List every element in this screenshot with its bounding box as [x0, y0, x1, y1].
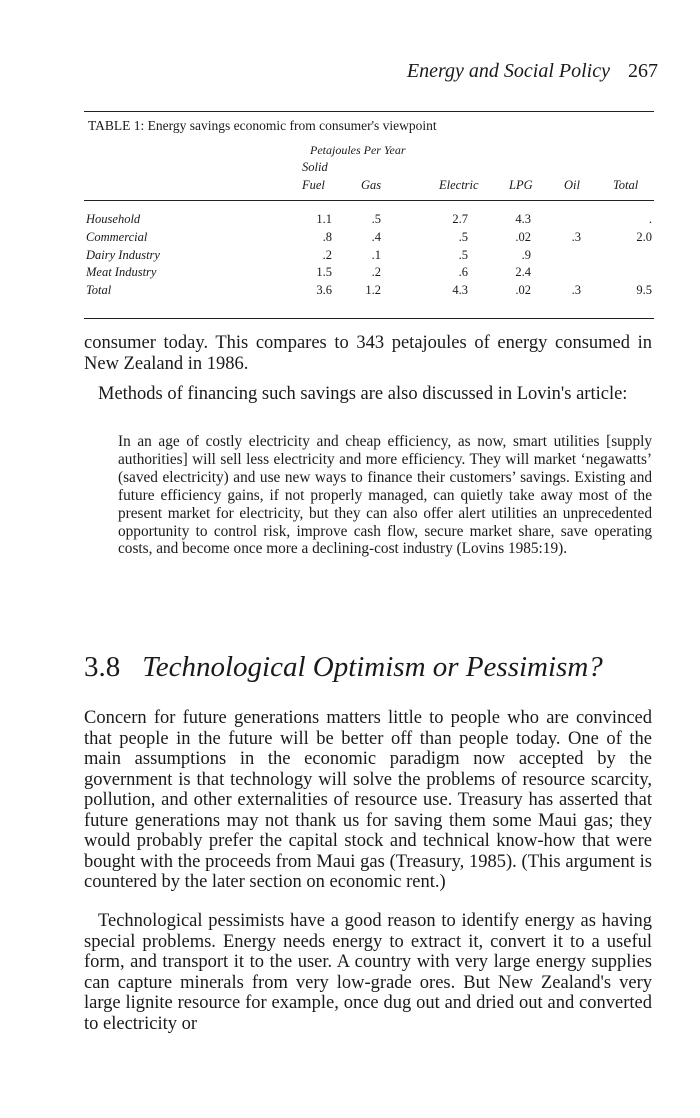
body-paragraph-2	[84, 384, 652, 405]
table-cell-gas: .1	[371, 248, 381, 262]
table-cell-solid-fuel: .2	[322, 248, 332, 262]
table-cell-gas: .5	[371, 212, 381, 226]
table-cell-electric: 4.3	[452, 283, 468, 297]
table-cell-lpg: .02	[515, 230, 531, 244]
table-cell-lpg: .02	[515, 283, 531, 297]
column-header-lpg: LPG	[509, 178, 533, 192]
table-row-label: Household	[86, 212, 141, 226]
table-cell-total: 9.5	[636, 283, 652, 297]
table-cell-electric: .5	[458, 248, 468, 262]
column-header-solid: Solid	[302, 160, 328, 174]
table-cell-lpg: .9	[521, 248, 531, 262]
table-cell-solid-fuel: 1.5	[316, 265, 332, 279]
column-header-total: Total	[613, 178, 639, 192]
page-number: 267	[628, 60, 658, 82]
body-paragraph-4-text: Technological pessimists have a good reason to identify energy as having special problems. Energy needs energy to extract it, convert it to a useful form, and transport it to the user. A country with very large energy supplies can capture minerals from very low-grade ores. But New Zealand's very large lignite resource for example, once dug out and dried out and converted to electricity or	[84, 911, 652, 1034]
table-top-rule	[84, 111, 654, 112]
table-cell-oil: .3	[571, 283, 581, 297]
running-header	[407, 60, 658, 83]
table-units: Petajoules Per Year	[310, 143, 406, 157]
section-title: Technological Optimism or Pessimism?	[142, 651, 603, 683]
table-header-rule	[84, 200, 654, 201]
table-row-label: Commercial	[86, 230, 148, 244]
section-heading	[84, 651, 603, 684]
table-cell-gas: .4	[371, 230, 381, 244]
table-cell-total: .	[648, 212, 652, 226]
section-number: 3.8	[84, 651, 121, 683]
table-cell-gas: .2	[371, 265, 381, 279]
table-row-label: Total	[86, 283, 112, 297]
table-cell-electric: 2.7	[452, 212, 468, 226]
table-cell-solid-fuel: .8	[322, 230, 332, 244]
column-header-fuel: Fuel	[302, 178, 325, 192]
table-bottom-rule	[84, 318, 654, 319]
body-paragraph-3: Concern for future generations matters little to people who are convinced that people in the future will be better off than people today. One of the main assumptions in the economic paradigm now accepted by the government is that technology will solve the problems of resource scarcity, pollution, and other externalities of resource use. Treasury has asserted that future generations may not thank us for saving them some Maui gas; they would probably prefer the capital stock and technical know-how that were bought with the proceeds from Maui gas (Treasury, 1985). (This argument is countered by the later section on economic rent.)	[84, 708, 652, 892]
table-cell-electric: .6	[458, 265, 468, 279]
table-cell-electric: .5	[458, 230, 468, 244]
table-cell-gas: 1.2	[365, 283, 381, 297]
block-quote: In an age of costly electricity and cheap efficiency, as now, smart utilities [supply authorities] will sell less electricity and more efficiency. They will market ‘negawatts’ (saved electricity) and use new ways to finance their customers’ savings. Existing and future efficiency gains, if not properly managed, can quietly take away most of the present market for electricity, but they can also offer alert utilities an unprecedented opportunity to control risk, improve cash flow, secure market share, save operating costs, and become once more a declining-cost industry (Lovins 1985:19).	[118, 433, 652, 558]
column-header-electric: Electric	[439, 178, 479, 192]
table-cell-oil: .3	[571, 230, 581, 244]
column-header-gas: Gas	[361, 178, 382, 192]
body-paragraph-2-text: Methods of financing such savings are also discussed in Lovin's article:	[98, 384, 628, 404]
table-cell-total: 2.0	[636, 230, 652, 244]
body-paragraph-4	[84, 911, 652, 1034]
table-cell-lpg: 2.4	[515, 265, 531, 279]
table-caption: TABLE 1: Energy savings economic from consumer's viewpoint	[88, 118, 437, 133]
table-row-label: Meat Industry	[86, 265, 157, 279]
table-cell-solid-fuel: 3.6	[316, 283, 332, 297]
table-row-label: Dairy Industry	[86, 248, 160, 262]
table-cell-solid-fuel: 1.1	[316, 212, 332, 226]
table-cell-lpg: 4.3	[515, 212, 531, 226]
body-paragraph-1: consumer today. This compares to 343 petajoules of energy consumed in New Zealand in 1986.	[84, 333, 652, 374]
running-header-title: Energy and Social Policy	[406, 60, 610, 82]
column-header-oil: Oil	[564, 178, 580, 192]
